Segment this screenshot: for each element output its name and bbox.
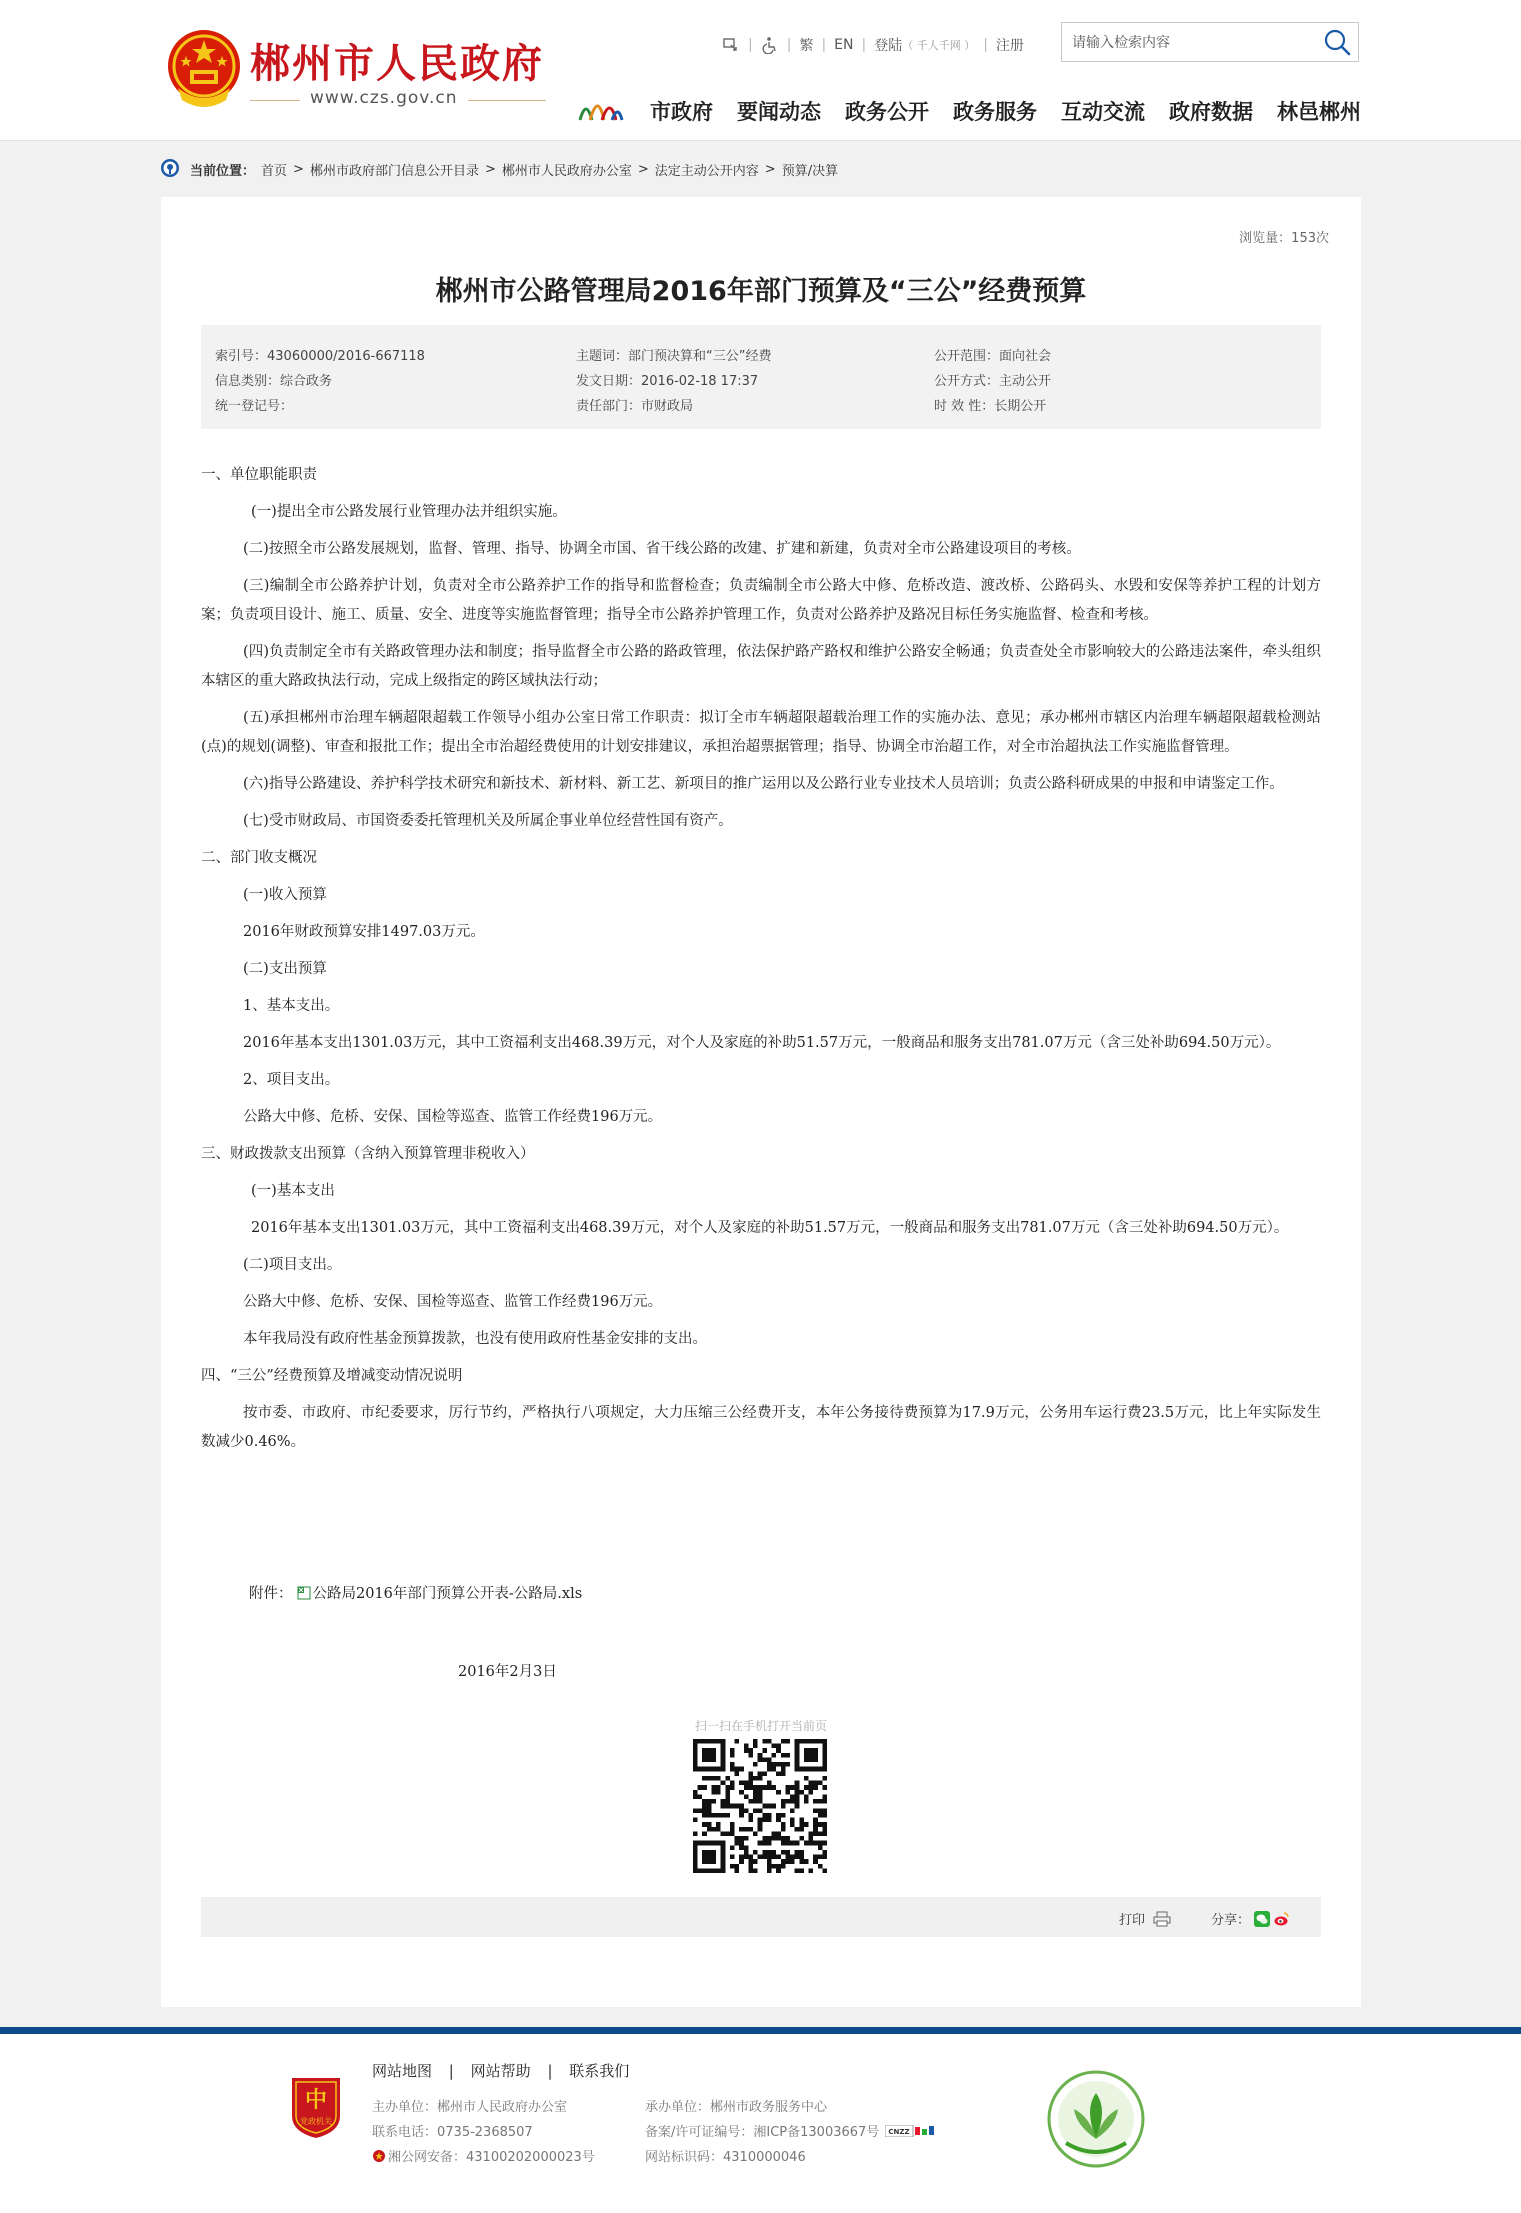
footer-police-text[interactable]: 湘公网安备：43100202000023号 (388, 2150, 595, 2165)
meta-department: 责任部门：市财政局 (576, 399, 694, 414)
accessibility-icon[interactable] (722, 36, 740, 54)
footer-sponsor: 主办单位：郴州市人民政府办公室 (372, 2100, 568, 2115)
meta-reg-no: 统一登记号： (215, 399, 294, 414)
attachment-label: 附件： (249, 1586, 293, 1602)
article-paragraph: 二、部门收支概况 (201, 850, 317, 866)
article-paragraph: (二)项目支出。 (243, 1257, 342, 1273)
article-paragraph: (五)承担郴州市治理车辆超限超载工作领导小组办公室日常工作职责：拟订全市车辆超限超载治理工作的实施办法、意见；承办郴州市辖区内治理车辆超限超载检测站(点)的规划(调整)、审查和报批工作；提出全市治超经费使用的计划安排建议，承担治超票据管理；指导、协调全市治超工作，对全市治超执法工作实施监督管理。 (201, 710, 1321, 755)
excel-file-icon (297, 1586, 311, 1600)
qr-code-icon (693, 1739, 827, 1873)
traditional-chinese-link[interactable]: 繁 (799, 38, 814, 54)
nav-gov-affairs-open[interactable]: 政务公开 (845, 100, 929, 124)
top-links (722, 34, 1024, 56)
breadcrumb-budget[interactable]: 预算/决算 (781, 163, 839, 179)
footer-contact-link[interactable]: 联系我们 (569, 2062, 630, 2080)
breadcrumb (160, 158, 838, 180)
party-gov-badge-icon[interactable] (288, 2074, 344, 2140)
weibo-icon[interactable] (1273, 1911, 1289, 1927)
footer-sitemap-link[interactable]: 网站地图 (372, 2062, 433, 2080)
article-paragraph: 1、基本支出。 (243, 998, 340, 1014)
share-bar (201, 1897, 1321, 1937)
article-paragraph: (一)基本支出 (251, 1183, 335, 1199)
meta-index-no: 索引号：43060000/2016-667118 (215, 349, 425, 364)
breadcrumb-separator: > (764, 161, 776, 177)
separator: | (861, 37, 867, 53)
login-note: （ 千人千网 ） (902, 39, 976, 52)
attachment (249, 1582, 582, 1603)
article-paragraph: 2、项目支出。 (243, 1072, 340, 1088)
print-button[interactable] (1119, 1909, 1171, 1928)
nav-interaction[interactable]: 互动交流 (1061, 100, 1145, 124)
breadcrumb-label: 当前位置： (190, 163, 256, 179)
breadcrumb-office[interactable]: 郴州市人民政府办公室 (501, 163, 632, 179)
printer-icon (1153, 1911, 1171, 1927)
attachment-link[interactable]: 公路局2016年部门预算公开表-公路局.xls (312, 1586, 583, 1602)
meta-category: 信息类别：综合政务 (215, 374, 333, 389)
english-link[interactable]: EN (834, 37, 854, 53)
wechat-icon[interactable] (1254, 1911, 1270, 1927)
separator: | (983, 37, 988, 53)
share-group (1211, 1909, 1289, 1928)
article-paragraph: 2016年财政预算安排1497.03万元。 (243, 924, 485, 940)
article-paragraph: (一)提出全市公路发展行业管理办法并组织实施。 (251, 504, 567, 520)
separator: | (786, 37, 792, 53)
footer-phone: 联系电话：0735-2368507 (372, 2125, 533, 2140)
footer-links (372, 2060, 629, 2081)
breadcrumb-statutory[interactable]: 法定主动公开内容 (654, 163, 759, 179)
national-emblem-icon (164, 26, 244, 114)
site-header (0, 0, 1521, 141)
footer-organizer: 承办单位：郴州市政务服务中心 (645, 2100, 828, 2115)
article-paragraph: 四、“三公”经费预算及增减变动情况说明 (201, 1368, 463, 1384)
qr-caption: 扫一扫在手机打开当前页 (694, 1719, 827, 1733)
separator: | (748, 37, 753, 53)
article-paragraph: 本年我局没有政府性基金预算拨款，也没有使用政府性基金安排的支出。 (243, 1331, 707, 1347)
cnzz-stats-icon[interactable] (885, 2125, 935, 2137)
article-meta (201, 325, 1321, 429)
article-paragraph: 2016年基本支出1301.03万元，其中工资福利支出468.39万元，对个人及家庭的补助51.57万元，一般商品和服务支出781.07万元（含三处补助694.50万元）。 (251, 1220, 1289, 1236)
breadcrumb-separator: > (637, 161, 649, 177)
article-paragraph: (二)支出预算 (243, 961, 327, 977)
nav-gov-services[interactable]: 政务服务 (953, 100, 1037, 124)
article-panel (161, 197, 1361, 2007)
badge-text: 党政机关 (300, 2117, 332, 2126)
city-logo-icon (576, 90, 626, 126)
civilization-award-badge-icon[interactable] (1046, 2069, 1146, 2169)
nav-gov-data[interactable]: 政府数据 (1169, 100, 1253, 124)
site-footer (0, 2027, 1521, 2213)
meta-method: 公开方式：主动公开 (934, 374, 1052, 389)
footer-help-link[interactable]: 网站帮助 (470, 2062, 531, 2080)
breadcrumb-directory[interactable]: 郴州市政府部门信息公开目录 (309, 163, 479, 179)
article-title: 郴州市公路管理局2016年部门预算及“三公”经费预算 (435, 276, 1087, 307)
footer-site-code: 网站标识码：4310000046 (645, 2150, 806, 2165)
article-body (201, 461, 1321, 1465)
main-nav (650, 96, 1361, 126)
article-paragraph: 2016年基本支出1301.03万元，其中工资福利支出468.39万元，对个人及家庭的补助51.57万元，一般商品和服务支出781.07万元（含三处补助694.50万元）。 (243, 1035, 1281, 1051)
breadcrumb-separator: > (484, 161, 496, 177)
wheelchair-icon[interactable] (761, 36, 779, 54)
article-paragraph: (二)按照全市公路发展规划，监督、管理、指导、协调全市国、省干线公路的改建、扩建和新建，负责对全市公路建设项目的考核。 (243, 541, 1081, 557)
article-paragraph: 公路大中修、危桥、安保、国检等巡查、监管工作经费196万元。 (243, 1109, 663, 1125)
separator: | (448, 2062, 454, 2080)
share-label: 分享： (1211, 1913, 1251, 1928)
article-paragraph: 公路大中修、危桥、安保、国检等巡查、监管工作经费196万元。 (243, 1294, 663, 1310)
article-paragraph: 三、财政拨款支出预算（含纳入预算管理非税收入） (201, 1146, 535, 1162)
search-box (1061, 22, 1359, 62)
register-link[interactable]: 注册 (995, 38, 1024, 54)
login-link[interactable]: 登陆 (874, 38, 903, 54)
article-paragraph: (六)指导公路建设、养护科学技术研究和新技术、新材料、新工艺、新项目的推广运用以及公路行业专业技术人员培训；负责公路科研成果的申报和申请鉴定工作。 (243, 776, 1284, 792)
nav-news[interactable]: 要闻动态 (737, 100, 821, 124)
document-date: 2016年2月3日 (458, 1664, 557, 1680)
separator: | (547, 2062, 553, 2080)
footer-police (372, 2146, 595, 2165)
site-url: www.czs.gov.cn (300, 88, 468, 108)
article-paragraph: 按市委、市政府、市纪委要求，厉行节约，严格执行八项规定，大力压缩三公经费开支，本年公务接待费预算为17.9万元，公务用车运行费23.5万元，比上年实际发生数减少0.46%。 (201, 1405, 1321, 1450)
print-label: 打印 (1119, 1913, 1146, 1928)
breadcrumb-separator: > (293, 161, 304, 177)
search-input[interactable] (1070, 31, 1314, 55)
meta-publish-date: 发文日期：2016-02-18 17:37 (576, 374, 759, 389)
footer-icp-text[interactable]: 备案/许可证编号：湘ICP备13003667号 (645, 2125, 880, 2140)
footer-icp (645, 2121, 935, 2140)
nav-linyi-chenzhou[interactable]: 林邑郴州 (1277, 100, 1361, 124)
article-paragraph: 一、单位职能职责 (201, 467, 317, 483)
view-count: 浏览量：153次 (1239, 231, 1329, 246)
meta-scope: 公开范围：面向社会 (934, 349, 1052, 364)
meta-validity: 时 效 性：长期公开 (934, 399, 1047, 414)
location-pin-icon (160, 158, 180, 180)
police-emblem-icon (372, 2149, 386, 2163)
article-paragraph: (七)受市财政局、市国资委委托管理机关及所属企事业单位经营性国有资产。 (243, 813, 733, 829)
search-icon[interactable] (1322, 28, 1352, 56)
article-paragraph: (四)负责制定全市有关路政管理办法和制度；指导监督全市公路的路政管理，依法保护路产路权和维护公路安全畅通；负责查处全市影响较大的公路违法案件，牵头组织本辖区的重大路政执法行动，完成上级指定的跨区域执法行动； (201, 644, 1321, 689)
breadcrumb-home[interactable]: 首页 (261, 163, 288, 179)
nav-city-government[interactable]: 市政府 (650, 100, 713, 124)
separator: | (821, 37, 827, 53)
meta-subject: 主题词：部门预决算和“三公”经费 (576, 349, 772, 364)
site-name[interactable]: 郴州市人民政府 (250, 41, 544, 87)
article-paragraph: (一)收入预算 (243, 887, 327, 903)
svg-text:CNZZ: CNZZ (888, 2127, 910, 2136)
article-paragraph: (三)编制全市公路养护计划，负责对全市公路养护工作的指导和监督检查；负责编制全市公路大中修、危桥改造、渡改桥、公路码头、水毁和安保等养护工程的计划方案；负责项目设计、施工、质量、安全、进度等实施监督管理；指导全市公路养护管理工作，负责对公路养护及路况目标任务实施监督、检查和考核。 (201, 578, 1321, 623)
svg-text:中: 中 (304, 2088, 328, 2113)
